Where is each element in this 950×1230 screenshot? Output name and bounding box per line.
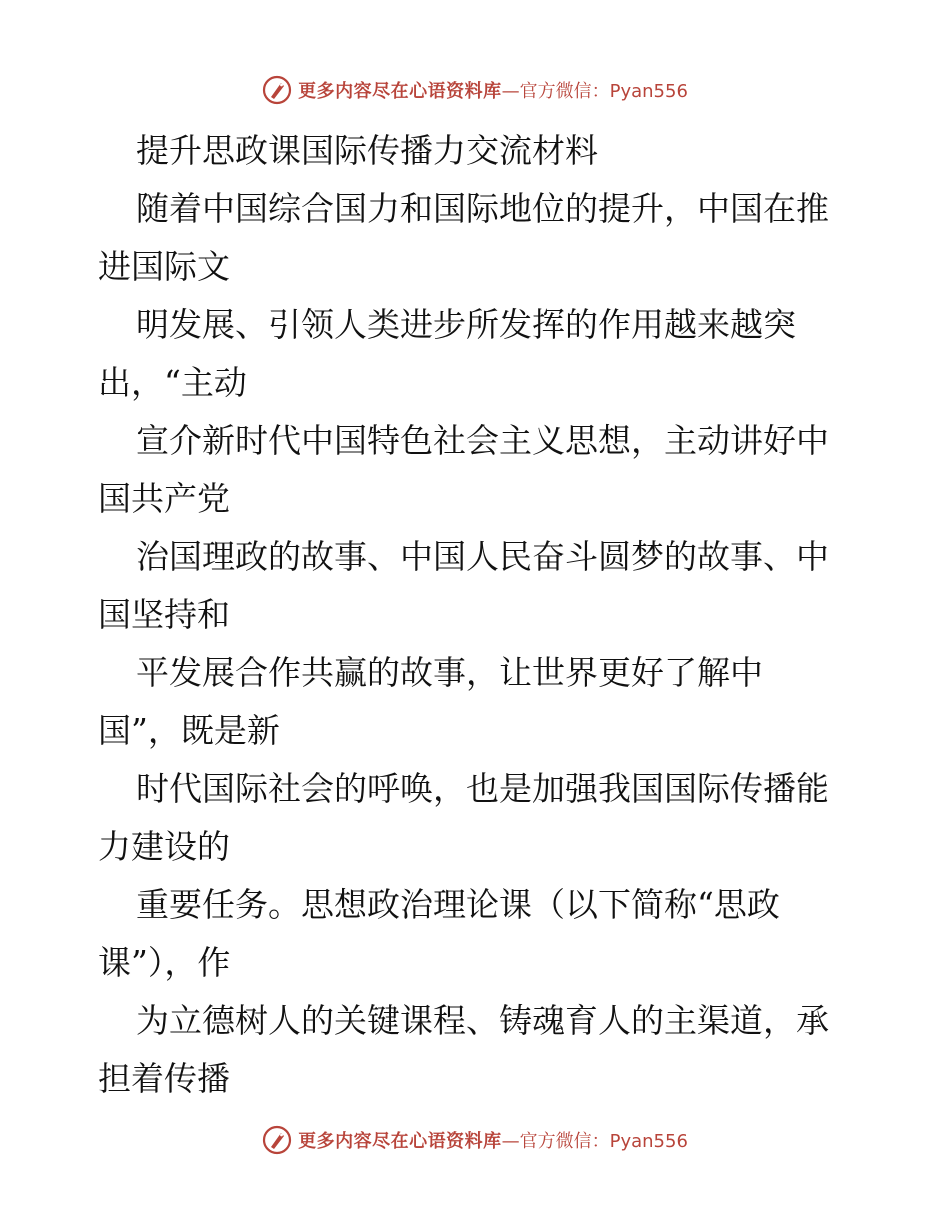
banner-main-text: 更多内容尽在心语资料库 bbox=[298, 1131, 502, 1152]
document-body bbox=[98, 122, 858, 1108]
document-title: 提升思政课国际传播力交流材料 bbox=[136, 131, 598, 170]
pen-nib-logo-icon bbox=[262, 1125, 292, 1155]
banner-main-text: 更多内容尽在心语资料库 bbox=[298, 81, 502, 102]
paragraph-line: 国坚持和 bbox=[98, 595, 230, 634]
paragraph bbox=[98, 180, 858, 296]
paragraph-line: 国共产党 bbox=[98, 479, 230, 518]
paragraph bbox=[98, 412, 858, 528]
paragraph-line: 国”，既是新 bbox=[98, 711, 280, 750]
paragraph bbox=[98, 296, 858, 412]
paragraph-line: 担着传播 bbox=[98, 1059, 230, 1098]
header-banner bbox=[0, 70, 950, 110]
paragraph bbox=[98, 760, 858, 876]
paragraph-line: 治国理政的故事、中国人民奋斗圆梦的故事、中 bbox=[136, 537, 829, 576]
paragraph-line: 时代国际社会的呼唤，也是加强我国国际传播能 bbox=[136, 769, 829, 808]
paragraph-line: 明发展、引领人类进步所发挥的作用越来越突 bbox=[136, 305, 796, 344]
paragraph-line: 平发展合作共赢的故事，让世界更好了解中 bbox=[136, 653, 763, 692]
paragraph-line: 为立德树人的关键课程、铸魂育人的主渠道，承 bbox=[136, 1001, 829, 1040]
paragraph bbox=[98, 992, 858, 1108]
banner-wechat-text: —官方微信：Pyan556 bbox=[501, 1131, 688, 1152]
paragraph-line: 出，“主动 bbox=[98, 363, 247, 402]
paragraph bbox=[98, 876, 858, 992]
paragraph bbox=[98, 528, 858, 644]
banner-wechat-text: —官方微信：Pyan556 bbox=[501, 81, 688, 102]
paragraph-line: 力建设的 bbox=[98, 827, 230, 866]
pen-nib-logo-icon bbox=[262, 75, 292, 105]
footer-banner bbox=[0, 1120, 950, 1160]
paragraph-line: 随着中国综合国力和国际地位的提升，中国在推 bbox=[136, 189, 829, 228]
paragraph-line: 课”），作 bbox=[98, 943, 231, 982]
paragraph bbox=[98, 644, 858, 760]
paragraph-line: 重要任务。思想政治理论课（以下简称“思政 bbox=[136, 885, 780, 924]
paragraph-line: 宣介新时代中国特色社会主义思想，主动讲好中 bbox=[136, 421, 829, 460]
paragraph-line: 进国际文 bbox=[98, 247, 230, 286]
